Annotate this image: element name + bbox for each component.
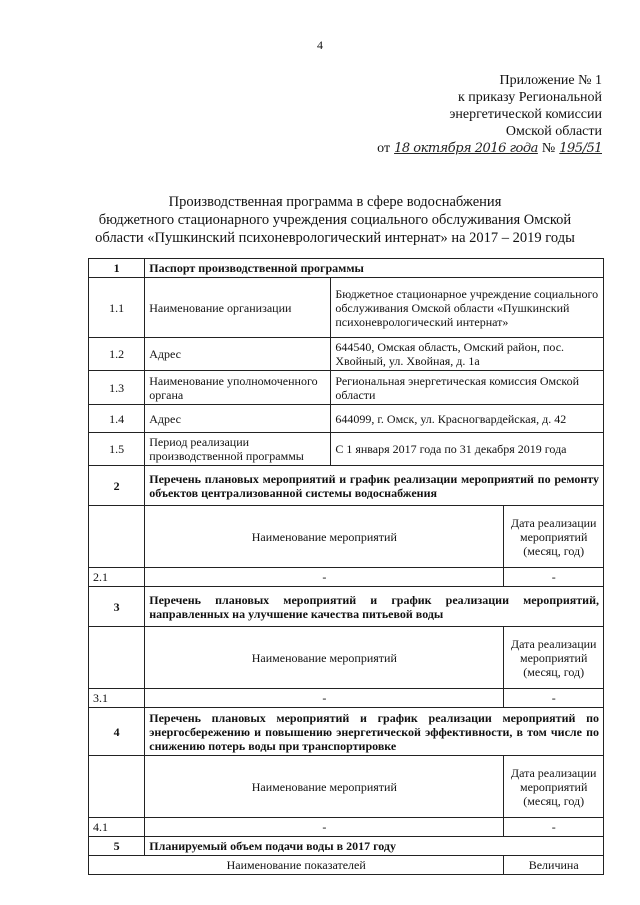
program-table xyxy=(88,258,604,875)
table-row xyxy=(89,405,604,433)
page-number: 4 xyxy=(317,38,323,52)
section-5-header xyxy=(89,837,604,856)
section-title: Планируемый объем подачи воды в 2017 году xyxy=(145,837,604,856)
empty-cell xyxy=(89,627,145,689)
table-row xyxy=(89,371,604,405)
col-header-date: Дата реализации мероприятий (месяц, год) xyxy=(504,627,604,689)
handwritten-number: 195/51 xyxy=(559,141,602,156)
appendix-line-3: энергетической комиссии xyxy=(449,107,602,122)
document-title xyxy=(70,193,600,247)
col-header-value: Величина xyxy=(504,856,604,875)
table-row xyxy=(89,278,604,338)
row-number: 1.3 xyxy=(89,371,145,405)
order-date-line xyxy=(377,140,602,157)
section-title: Паспорт производственной программы xyxy=(145,259,604,278)
appendix-line-2: к приказу Региональной xyxy=(457,90,602,105)
col-header-indicator: Наименование показателей xyxy=(89,856,504,875)
table-row xyxy=(89,433,604,466)
table-row xyxy=(89,689,604,708)
col-header-name: Наименование мероприятий xyxy=(145,627,504,689)
row-label: Адрес xyxy=(145,405,331,433)
row-value: 644540, Омская область, Омский район, пос. Хвойный, ул. Хвойная, д. 1а xyxy=(331,338,604,371)
row-number: 1.1 xyxy=(89,278,145,338)
row-name: - xyxy=(145,568,504,587)
row-label: Наименование организации xyxy=(145,278,331,338)
section-title: Перечень плановых мероприятий и график реализации мероприятий, направленных на улучшение качества питьевой воды xyxy=(145,587,604,627)
col-header-name: Наименование мероприятий xyxy=(145,756,504,818)
appendix-line-1: Приложение № 1 xyxy=(499,73,602,88)
row-number: 3.1 xyxy=(89,689,145,708)
table-row xyxy=(89,568,604,587)
row-value: Бюджетное стационарное учреждение социального обслуживания Омской области «Пушкинский психоневрологический интернат» xyxy=(331,278,604,338)
section-4-header xyxy=(89,708,604,756)
from-label: от xyxy=(377,141,391,156)
row-number: 1.5 xyxy=(89,433,145,466)
row-number: 2.1 xyxy=(89,568,145,587)
section-title: Перечень плановых мероприятий и график реализации мероприятий по энергосбережению и повышению энергетической эффективности, в том числе по снижению потерь воды при транспортировке xyxy=(145,708,604,756)
handwritten-date: 18 октября 2016 года xyxy=(394,141,538,156)
number-label: № xyxy=(541,141,556,156)
col-header-date: Дата реализации мероприятий (месяц, год) xyxy=(504,756,604,818)
title-line-2: бюджетного стационарного учреждения социального обслуживания Омской xyxy=(98,212,572,228)
column-header-row xyxy=(89,627,604,689)
section-number: 2 xyxy=(89,466,145,506)
title-line-3: области «Пушкинский психоневрологический интернат» на 2017 – 2019 годы xyxy=(95,230,575,246)
table-row xyxy=(89,338,604,371)
section-3-header xyxy=(89,587,604,627)
row-value: Региональная энергетическая комиссия Омской области xyxy=(331,371,604,405)
section-2-header xyxy=(89,466,604,506)
row-number: 4.1 xyxy=(89,818,145,837)
table-row xyxy=(89,818,604,837)
title-line-1: Производственная программа в сфере водоснабжения xyxy=(168,194,502,210)
row-value: С 1 января 2017 года по 31 декабря 2019 года xyxy=(331,433,604,466)
row-number: 1.4 xyxy=(89,405,145,433)
section-number: 3 xyxy=(89,587,145,627)
row-value: 644099, г. Омск, ул. Красногвардейская, д. 42 xyxy=(331,405,604,433)
section-number: 1 xyxy=(89,259,145,278)
row-label: Период реализации производственной программы xyxy=(145,433,331,466)
row-date: - xyxy=(504,689,604,708)
column-header-row xyxy=(89,856,604,875)
appendix-block xyxy=(377,72,602,157)
section-number: 5 xyxy=(89,837,145,856)
appendix-line-4: Омской области xyxy=(505,124,602,139)
row-number: 1.2 xyxy=(89,338,145,371)
row-label: Наименование уполномоченного органа xyxy=(145,371,331,405)
section-1-header xyxy=(89,259,604,278)
column-header-row xyxy=(89,506,604,568)
row-date: - xyxy=(504,818,604,837)
row-date: - xyxy=(504,568,604,587)
section-title: Перечень плановых мероприятий и график реализации мероприятий по ремонту объектов централизованной системы водоснабжения xyxy=(145,466,604,506)
row-name: - xyxy=(145,689,504,708)
col-header-name: Наименование мероприятий xyxy=(145,506,504,568)
row-label: Адрес xyxy=(145,338,331,371)
col-header-date: Дата реализации мероприятий (месяц, год) xyxy=(504,506,604,568)
empty-cell xyxy=(89,506,145,568)
row-name: - xyxy=(145,818,504,837)
section-number: 4 xyxy=(89,708,145,756)
empty-cell xyxy=(89,756,145,818)
column-header-row xyxy=(89,756,604,818)
